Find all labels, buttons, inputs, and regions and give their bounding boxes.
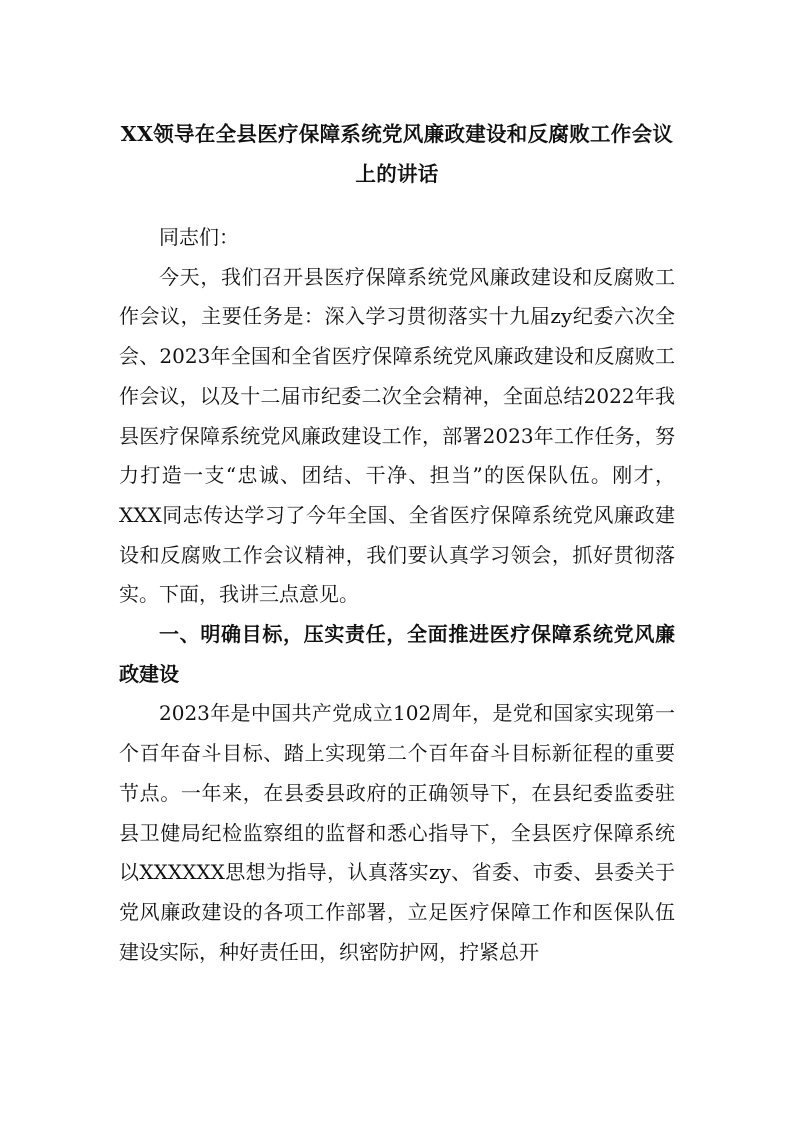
document-title: XX领导在全县医疗保障系统党风廉政建设和反腐败工作会议上的讲话 bbox=[120, 122, 674, 186]
section-heading: 一、明确目标，压实责任，全面推进医疗保障系统党风廉政建设 bbox=[119, 622, 675, 686]
salutation: 同志们： bbox=[159, 225, 239, 249]
body-paragraph: 今天，我们召开县医疗保障系统党风廉政建设和反腐败工作会议，主要任务是：深入学习贯彻落实十九届zy纪委六次全会、2023年全国和全省医疗保障系统党风廉政建设和反腐败工作会议，以及十二届市纪委二次全会精神，全面总结2022年我县医疗保障系统党风廉政建设工作，部署2023年工作任务，努力打造一支“忠诚、团结、干净、担当”的医保队伍。刚才，XXX同志传达学习了今年全国、全省医疗保障系统党风廉政建设和反腐败工作会议精神，我们要认真学习领会，抓好贯彻落实。下面，我讲三点意见。 bbox=[119, 264, 675, 607]
document-body bbox=[119, 218, 675, 972]
body-paragraph: 2023年是中国共产党成立102周年，是党和国家实现第一个百年奋斗目标、踏上实现第二个百年奋斗目标新征程的重要节点。一年来，在县委县政府的正确领导下，在县纪委监委驻县卫健局纪检监察组的监督和悉心指导下，全县医疗保障系统以XXXXXX思想为指导，认真落实zy、省委、市委、县委关于党风廉政建设的各项工作部署，立足医疗保障工作和医保队伍建设实际，种好责任田，织密防护网，拧紧总开 bbox=[119, 701, 675, 964]
